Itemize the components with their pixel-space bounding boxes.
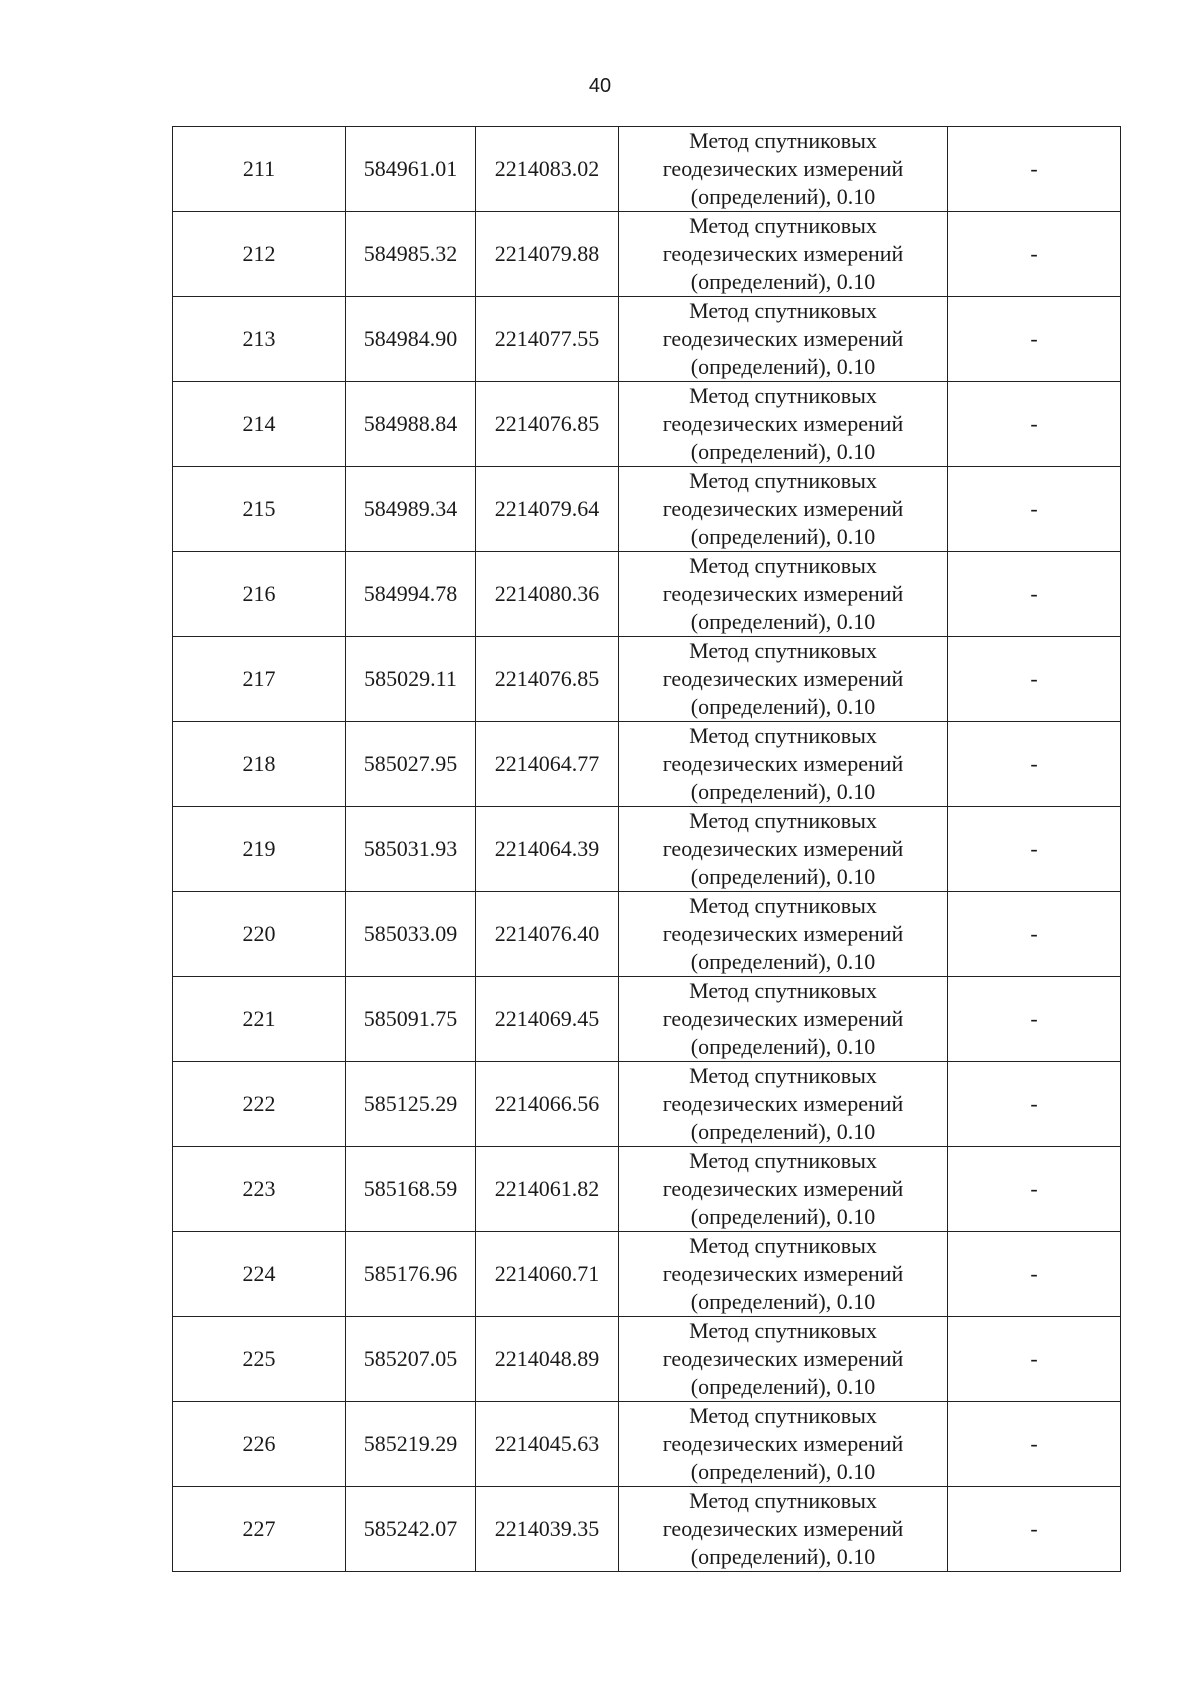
method-text-line: Метод спутниковых — [689, 978, 877, 1003]
y-coordinate-cell: 2214079.88 — [476, 212, 619, 297]
note-cell: - — [948, 977, 1121, 1062]
x-coordinate-cell: 585091.75 — [346, 977, 476, 1062]
table-row — [173, 212, 1121, 297]
table-row — [173, 1487, 1121, 1572]
y-coordinate-cell: 2214039.35 — [476, 1487, 619, 1572]
x-coordinate-cell: 585033.09 — [346, 892, 476, 977]
point-number-cell: 218 — [173, 722, 346, 807]
method-text-line: (определений), 0.10 — [690, 1289, 876, 1314]
method-cell — [619, 1062, 948, 1147]
method-text-line: геодезических измерений — [662, 1091, 904, 1116]
note-cell: - — [948, 467, 1121, 552]
x-coordinate-cell: 585029.11 — [346, 637, 476, 722]
y-coordinate-cell: 2214064.39 — [476, 807, 619, 892]
method-text-line: Метод спутниковых — [689, 808, 877, 833]
table-row — [173, 1317, 1121, 1402]
method-text-line: геодезических измерений — [662, 156, 904, 181]
method-cell — [619, 297, 948, 382]
method-cell — [619, 1487, 948, 1572]
x-coordinate-cell: 585125.29 — [346, 1062, 476, 1147]
note-cell: - — [948, 807, 1121, 892]
method-cell — [619, 977, 948, 1062]
point-number-cell: 219 — [173, 807, 346, 892]
note-cell: - — [948, 722, 1121, 807]
y-coordinate-cell: 2214076.85 — [476, 637, 619, 722]
method-text-line: Метод спутниковых — [689, 1318, 877, 1343]
method-text-line: геодезических измерений — [662, 1431, 904, 1456]
point-number-cell: 226 — [173, 1402, 346, 1487]
point-number-cell: 227 — [173, 1487, 346, 1572]
coordinates-table — [172, 126, 1121, 1572]
method-text-line: (определений), 0.10 — [690, 439, 876, 464]
method-text-line: (определений), 0.10 — [690, 1544, 876, 1569]
method-cell — [619, 892, 948, 977]
method-text-line: (определений), 0.10 — [690, 864, 876, 889]
method-text-line: Метод спутниковых — [689, 468, 877, 493]
note-cell: - — [948, 127, 1121, 212]
x-coordinate-cell: 585168.59 — [346, 1147, 476, 1232]
x-coordinate-cell: 584988.84 — [346, 382, 476, 467]
method-text-line: (определений), 0.10 — [690, 609, 876, 634]
x-coordinate-cell: 584984.90 — [346, 297, 476, 382]
note-cell: - — [948, 1147, 1121, 1232]
method-text-line: геодезических измерений — [662, 326, 904, 351]
point-number-cell: 211 — [173, 127, 346, 212]
method-text-line: Метод спутниковых — [689, 298, 877, 323]
method-text-line: геодезических измерений — [662, 1261, 904, 1286]
method-text-line: геодезических измерений — [662, 1006, 904, 1031]
method-cell — [619, 1317, 948, 1402]
method-text-line: (определений), 0.10 — [690, 779, 876, 804]
y-coordinate-cell: 2214045.63 — [476, 1402, 619, 1487]
table-row — [173, 1062, 1121, 1147]
note-cell: - — [948, 637, 1121, 722]
point-number-cell: 224 — [173, 1232, 346, 1317]
method-cell — [619, 1402, 948, 1487]
method-cell — [619, 637, 948, 722]
x-coordinate-cell: 584961.01 — [346, 127, 476, 212]
method-cell — [619, 127, 948, 212]
point-number-cell: 212 — [173, 212, 346, 297]
method-cell — [619, 467, 948, 552]
method-cell — [619, 382, 948, 467]
method-text-line: (определений), 0.10 — [690, 1204, 876, 1229]
method-text-line: (определений), 0.10 — [690, 184, 876, 209]
method-text-line: Метод спутниковых — [689, 553, 877, 578]
table-body — [173, 127, 1121, 1572]
method-text-line: геодезических измерений — [662, 666, 904, 691]
method-text-line: (определений), 0.10 — [690, 1374, 876, 1399]
method-text-line: геодезических измерений — [662, 411, 904, 436]
note-cell: - — [948, 552, 1121, 637]
note-cell: - — [948, 1402, 1121, 1487]
x-coordinate-cell: 585176.96 — [346, 1232, 476, 1317]
table-row — [173, 1147, 1121, 1232]
y-coordinate-cell: 2214083.02 — [476, 127, 619, 212]
y-coordinate-cell: 2214077.55 — [476, 297, 619, 382]
point-number-cell: 225 — [173, 1317, 346, 1402]
y-coordinate-cell: 2214061.82 — [476, 1147, 619, 1232]
x-coordinate-cell: 585219.29 — [346, 1402, 476, 1487]
x-coordinate-cell: 585031.93 — [346, 807, 476, 892]
table-row — [173, 297, 1121, 382]
y-coordinate-cell: 2214066.56 — [476, 1062, 619, 1147]
x-coordinate-cell: 584989.34 — [346, 467, 476, 552]
point-number-cell: 216 — [173, 552, 346, 637]
table-row — [173, 552, 1121, 637]
note-cell: - — [948, 212, 1121, 297]
note-cell: - — [948, 1062, 1121, 1147]
method-cell — [619, 722, 948, 807]
method-text-line: Метод спутниковых — [689, 1148, 877, 1173]
note-cell: - — [948, 1232, 1121, 1317]
table-row — [173, 722, 1121, 807]
y-coordinate-cell: 2214064.77 — [476, 722, 619, 807]
method-cell — [619, 212, 948, 297]
method-text-line: (определений), 0.10 — [690, 354, 876, 379]
method-cell — [619, 807, 948, 892]
point-number-cell: 213 — [173, 297, 346, 382]
y-coordinate-cell: 2214079.64 — [476, 467, 619, 552]
note-cell: - — [948, 382, 1121, 467]
method-text-line: (определений), 0.10 — [690, 949, 876, 974]
table-row — [173, 382, 1121, 467]
method-text-line: геодезических измерений — [662, 581, 904, 606]
method-text-line: Метод спутниковых — [689, 1063, 877, 1088]
method-text-line: Метод спутниковых — [689, 1488, 877, 1513]
method-text-line: геодезических измерений — [662, 1516, 904, 1541]
method-text-line: Метод спутниковых — [689, 128, 877, 153]
note-cell: - — [948, 1317, 1121, 1402]
point-number-cell: 217 — [173, 637, 346, 722]
method-cell — [619, 1232, 948, 1317]
method-text-line: Метод спутниковых — [689, 638, 877, 663]
table-row — [173, 807, 1121, 892]
table-row — [173, 1402, 1121, 1487]
table-row — [173, 127, 1121, 212]
y-coordinate-cell: 2214076.85 — [476, 382, 619, 467]
method-text-line: Метод спутниковых — [689, 383, 877, 408]
table-row — [173, 1232, 1121, 1317]
method-text-line: Метод спутниковых — [689, 1403, 877, 1428]
page-number: 40 — [588, 75, 612, 97]
method-text-line: (определений), 0.10 — [690, 1459, 876, 1484]
table-row — [173, 467, 1121, 552]
method-text-line: геодезических измерений — [662, 496, 904, 521]
x-coordinate-cell: 584985.32 — [346, 212, 476, 297]
method-text-line: геодезических измерений — [662, 1346, 904, 1371]
point-number-cell: 214 — [173, 382, 346, 467]
note-cell: - — [948, 297, 1121, 382]
note-cell: - — [948, 1487, 1121, 1572]
x-coordinate-cell: 585207.05 — [346, 1317, 476, 1402]
method-text-line: геодезических измерений — [662, 1176, 904, 1201]
y-coordinate-cell: 2214060.71 — [476, 1232, 619, 1317]
point-number-cell: 223 — [173, 1147, 346, 1232]
x-coordinate-cell: 585242.07 — [346, 1487, 476, 1572]
y-coordinate-cell: 2214076.40 — [476, 892, 619, 977]
method-text-line: Метод спутниковых — [689, 1233, 877, 1258]
y-coordinate-cell: 2214048.89 — [476, 1317, 619, 1402]
point-number-cell: 215 — [173, 467, 346, 552]
point-number-cell: 221 — [173, 977, 346, 1062]
table-row — [173, 637, 1121, 722]
method-text-line: геодезических измерений — [662, 241, 904, 266]
table-row — [173, 977, 1121, 1062]
x-coordinate-cell: 584994.78 — [346, 552, 476, 637]
x-coordinate-cell: 585027.95 — [346, 722, 476, 807]
method-text-line: Метод спутниковых — [689, 723, 877, 748]
method-text-line: (определений), 0.10 — [690, 1034, 876, 1059]
method-text-line: Метод спутниковых — [689, 213, 877, 238]
method-text-line: (определений), 0.10 — [690, 1119, 876, 1144]
method-cell — [619, 1147, 948, 1232]
method-text-line: (определений), 0.10 — [690, 269, 876, 294]
y-coordinate-cell: 2214069.45 — [476, 977, 619, 1062]
point-number-cell: 220 — [173, 892, 346, 977]
y-coordinate-cell: 2214080.36 — [476, 552, 619, 637]
method-text-line: геодезических измерений — [662, 751, 904, 776]
method-text-line: геодезических измерений — [662, 921, 904, 946]
method-text-line: (определений), 0.10 — [690, 694, 876, 719]
method-text-line: геодезических измерений — [662, 836, 904, 861]
method-text-line: (определений), 0.10 — [690, 524, 876, 549]
method-text-line: Метод спутниковых — [689, 893, 877, 918]
point-number-cell: 222 — [173, 1062, 346, 1147]
method-cell — [619, 552, 948, 637]
note-cell: - — [948, 892, 1121, 977]
table-row — [173, 892, 1121, 977]
